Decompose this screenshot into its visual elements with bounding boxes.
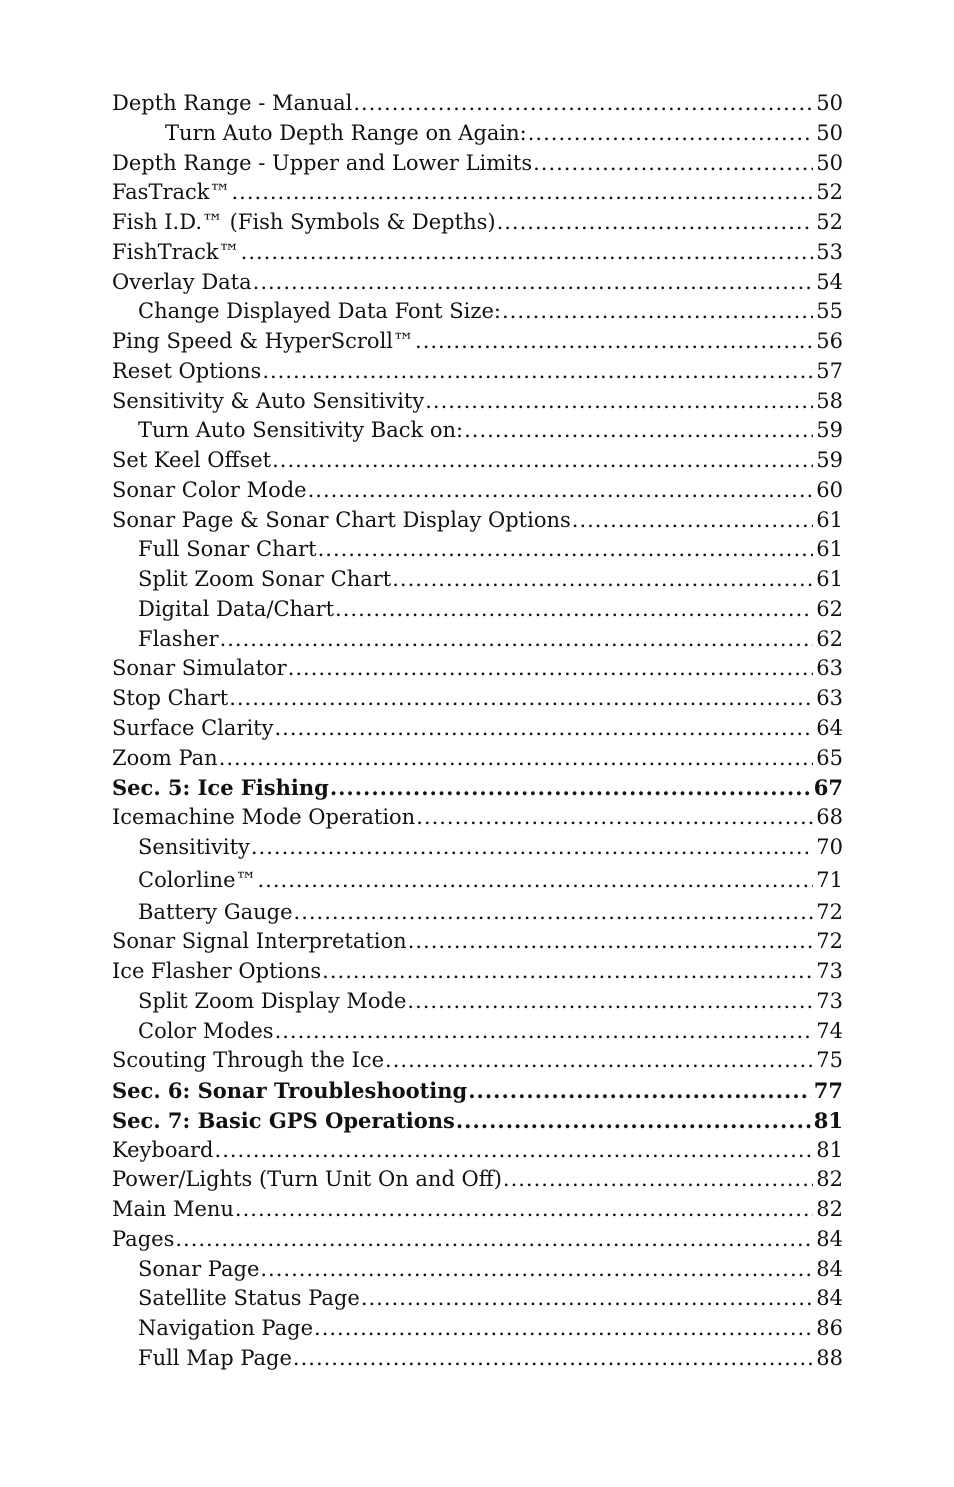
toc-entry[interactable] bbox=[112, 89, 843, 119]
dot-leader bbox=[232, 178, 814, 208]
toc-entry-title: Sensitivity & Auto Sensitivity bbox=[112, 388, 425, 413]
dot-leader bbox=[456, 1106, 811, 1136]
toc-entry[interactable] bbox=[112, 654, 843, 684]
toc-section-heading[interactable] bbox=[112, 773, 843, 803]
dot-leader bbox=[407, 987, 813, 1017]
toc-page-number: 50 bbox=[816, 150, 843, 175]
toc-entry-title: FishTrack™ bbox=[112, 239, 240, 264]
dot-leader bbox=[215, 1136, 814, 1166]
dot-leader bbox=[294, 898, 814, 928]
dot-leader bbox=[318, 535, 814, 565]
toc-entry-title: Scouting Through the Ice bbox=[112, 1048, 385, 1073]
toc-entry-title: Surface Clarity bbox=[112, 715, 274, 740]
toc-entry-title: Sec. 6: Sonar Troubleshooting bbox=[112, 1078, 468, 1103]
dot-leader bbox=[253, 268, 814, 298]
toc-page-number: 61 bbox=[816, 567, 843, 591]
dot-leader bbox=[260, 1255, 813, 1285]
toc-page-number: 52 bbox=[816, 180, 843, 205]
dot-leader bbox=[219, 744, 814, 774]
toc-entry[interactable] bbox=[112, 1255, 843, 1285]
toc-page-number: 75 bbox=[816, 1048, 843, 1073]
dot-leader bbox=[241, 238, 814, 268]
toc-entry-title: Battery Gauge bbox=[138, 899, 293, 924]
toc-entry-title: Digital Data/Chart bbox=[138, 596, 335, 621]
toc-page-number: 50 bbox=[816, 120, 843, 145]
toc-entry[interactable] bbox=[112, 898, 843, 928]
dot-leader bbox=[385, 1046, 813, 1076]
dot-leader bbox=[322, 957, 813, 987]
toc-page-number: 64 bbox=[816, 715, 843, 740]
toc-entry[interactable] bbox=[112, 268, 843, 298]
toc-page-number: 61 bbox=[816, 537, 843, 562]
toc-entry[interactable] bbox=[112, 535, 843, 565]
toc-page-number: 81 bbox=[813, 1107, 843, 1133]
toc-entry-title: Stop Chart bbox=[112, 686, 229, 710]
toc-entry[interactable] bbox=[112, 1314, 843, 1344]
toc-entry[interactable] bbox=[112, 863, 843, 898]
toc-entry-title: Overlay Data bbox=[112, 269, 252, 294]
toc-entry[interactable] bbox=[112, 178, 843, 208]
toc-entry[interactable] bbox=[112, 803, 843, 833]
toc-page-number: 71 bbox=[816, 867, 843, 892]
toc-entry[interactable] bbox=[112, 1284, 843, 1314]
toc-entry[interactable] bbox=[112, 1017, 843, 1047]
dot-leader bbox=[533, 149, 813, 179]
dot-leader bbox=[258, 863, 814, 898]
toc-page-number: 63 bbox=[816, 686, 843, 710]
dot-leader bbox=[235, 1195, 813, 1225]
dot-leader bbox=[408, 927, 814, 957]
dot-leader bbox=[251, 833, 813, 863]
dot-leader bbox=[415, 327, 813, 357]
toc-page-number: 82 bbox=[816, 1167, 843, 1192]
dot-leader bbox=[502, 297, 813, 327]
toc-entry[interactable] bbox=[112, 987, 843, 1017]
toc-entry[interactable] bbox=[112, 387, 843, 417]
dot-leader bbox=[308, 476, 814, 506]
toc-section-heading[interactable] bbox=[112, 1076, 843, 1106]
toc-page-number: 63 bbox=[816, 656, 843, 681]
dot-leader bbox=[293, 1344, 813, 1374]
toc-entry-title: Turn Auto Depth Range on Again: bbox=[165, 120, 527, 145]
dot-leader bbox=[572, 506, 813, 536]
toc-entry[interactable] bbox=[112, 1225, 843, 1255]
toc-entry[interactable] bbox=[112, 1195, 843, 1225]
toc-page-number: 67 bbox=[813, 775, 843, 801]
toc-entry[interactable] bbox=[112, 744, 843, 774]
toc-entry-title: Depth Range - Upper and Lower Limits bbox=[112, 150, 533, 175]
toc-page-number: 60 bbox=[816, 477, 843, 502]
toc-entry-title: Sonar Signal Interpretation bbox=[112, 929, 407, 954]
toc-page-number: 61 bbox=[816, 507, 843, 532]
toc-entry-title: Keyboard bbox=[112, 1137, 214, 1162]
toc-page-number: 84 bbox=[816, 1256, 843, 1281]
toc-entry[interactable] bbox=[112, 1136, 843, 1166]
toc-page-number: 73 bbox=[816, 959, 843, 983]
dot-leader bbox=[497, 208, 814, 238]
toc-entry-title: Sonar Page bbox=[138, 1256, 260, 1281]
toc-page-number: 62 bbox=[816, 596, 843, 621]
toc-page-number: 81 bbox=[816, 1137, 843, 1162]
toc-page-number: 88 bbox=[816, 1345, 843, 1370]
toc-page-number: 53 bbox=[816, 239, 843, 264]
toc-entry-title: Icemachine Mode Operation bbox=[112, 805, 416, 829]
dot-leader bbox=[425, 387, 813, 417]
dot-leader bbox=[392, 565, 813, 595]
toc-entry-title: Zoom Pan bbox=[112, 745, 218, 770]
toc-entry[interactable] bbox=[112, 1046, 843, 1076]
toc-entry-title: Set Keel Offset bbox=[112, 448, 272, 472]
toc-page-number: 52 bbox=[816, 210, 843, 234]
dot-leader bbox=[335, 595, 813, 625]
toc-section-heading[interactable] bbox=[112, 1106, 843, 1136]
toc-entry-title: Turn Auto Sensitivity Back on: bbox=[138, 418, 464, 443]
toc-page-number: 73 bbox=[816, 988, 843, 1013]
toc-page-number: 77 bbox=[813, 1078, 843, 1103]
toc-entry[interactable] bbox=[112, 208, 843, 238]
toc-entry-title: Full Sonar Chart bbox=[138, 537, 317, 562]
toc-entry-title: Pages bbox=[112, 1226, 175, 1251]
toc-page-number: 82 bbox=[816, 1197, 843, 1221]
toc-entry-title: Depth Range - Manual bbox=[112, 91, 353, 115]
toc-entry-title: Color Modes bbox=[138, 1018, 274, 1043]
toc-entry-title: Power/Lights (Turn Unit On and Off) bbox=[112, 1167, 502, 1192]
toc-page-number: 55 bbox=[816, 299, 843, 324]
toc-page-number: 58 bbox=[816, 388, 843, 413]
toc-entry[interactable] bbox=[112, 625, 843, 655]
toc-page-number: 84 bbox=[816, 1286, 843, 1311]
dot-leader bbox=[416, 803, 813, 833]
dot-leader bbox=[330, 773, 811, 803]
toc-entry[interactable] bbox=[112, 1344, 843, 1374]
toc-entry[interactable] bbox=[112, 238, 843, 268]
toc-entry[interactable] bbox=[112, 327, 843, 357]
dot-leader bbox=[272, 446, 813, 476]
dot-leader bbox=[220, 625, 814, 655]
dot-leader bbox=[275, 1017, 814, 1047]
toc-entry[interactable] bbox=[112, 476, 843, 506]
toc-entry[interactable] bbox=[112, 833, 843, 863]
toc-page-number: 54 bbox=[816, 269, 843, 294]
toc-entry-title: Split Zoom Sonar Chart bbox=[138, 567, 392, 591]
toc-page-number: 74 bbox=[816, 1018, 843, 1043]
dot-leader bbox=[314, 1314, 813, 1344]
toc-page-number: 72 bbox=[816, 899, 843, 924]
toc-entry-title: Fish I.D.™ (Fish Symbols & Depths) bbox=[112, 210, 496, 234]
toc-page-number: 72 bbox=[816, 929, 843, 954]
dot-leader bbox=[353, 89, 813, 119]
toc-entry[interactable] bbox=[112, 357, 843, 387]
toc-entry[interactable] bbox=[112, 149, 843, 179]
dot-leader bbox=[229, 684, 813, 714]
toc-entry[interactable] bbox=[112, 927, 843, 957]
toc-entry[interactable] bbox=[112, 684, 843, 714]
dot-leader bbox=[361, 1284, 813, 1314]
toc-entry-title: FasTrack™ bbox=[112, 180, 231, 205]
toc-page-number: 59 bbox=[816, 418, 843, 443]
toc-page-number: 68 bbox=[816, 805, 843, 829]
toc-entry[interactable] bbox=[112, 957, 843, 987]
toc-entry-title: Sonar Page & Sonar Chart Display Options bbox=[112, 507, 571, 532]
toc-entry[interactable] bbox=[112, 119, 843, 149]
toc-entry-title: Sonar Color Mode bbox=[112, 477, 307, 502]
toc-entry-title: Satellite Status Page bbox=[138, 1286, 360, 1311]
toc-entry-title: Flasher bbox=[138, 626, 219, 651]
toc-entry[interactable] bbox=[112, 714, 843, 744]
toc-entry-title: Main Menu bbox=[112, 1197, 234, 1221]
toc-entry-title: Ice Flasher Options bbox=[112, 959, 322, 983]
toc-entry-title: Full Map Page bbox=[138, 1345, 292, 1370]
dot-leader bbox=[262, 357, 813, 387]
toc-entry-title: Colorline™ bbox=[138, 867, 257, 892]
dot-leader bbox=[288, 654, 814, 684]
toc-page-number: 86 bbox=[816, 1316, 843, 1340]
dot-leader bbox=[274, 714, 813, 744]
toc-entry-title: Ping Speed & HyperScroll™ bbox=[112, 329, 415, 353]
toc-page-number: 62 bbox=[816, 626, 843, 651]
toc-entry-title: Reset Options bbox=[112, 358, 262, 383]
toc-entry-title: Sensitivity bbox=[138, 834, 250, 859]
table-of-contents bbox=[112, 89, 843, 1374]
toc-entry-title: Split Zoom Display Mode bbox=[138, 988, 407, 1013]
toc-entry-title: Sec. 5: Ice Fishing bbox=[112, 775, 329, 801]
toc-page-number: 59 bbox=[816, 448, 843, 472]
toc-page-number: 65 bbox=[816, 745, 843, 770]
toc-entry[interactable] bbox=[112, 595, 843, 625]
toc-page-number: 50 bbox=[816, 91, 843, 115]
toc-entry-title: Sec. 7: Basic GPS Operations bbox=[112, 1107, 455, 1133]
dot-leader bbox=[503, 1165, 813, 1195]
toc-entry[interactable] bbox=[112, 506, 843, 536]
toc-page-number: 57 bbox=[816, 358, 843, 383]
dot-leader bbox=[528, 119, 814, 149]
toc-page-number: 70 bbox=[816, 834, 843, 859]
toc-entry-title: Change Displayed Data Font Size: bbox=[138, 299, 501, 324]
toc-entry[interactable] bbox=[112, 1165, 843, 1195]
toc-entry[interactable] bbox=[112, 297, 843, 327]
toc-page-number: 56 bbox=[816, 329, 843, 353]
toc-entry-title: Navigation Page bbox=[138, 1316, 314, 1340]
toc-entry[interactable] bbox=[112, 565, 843, 595]
toc-entry[interactable] bbox=[112, 446, 843, 476]
toc-page-number: 84 bbox=[816, 1226, 843, 1251]
toc-entry-title: Sonar Simulator bbox=[112, 656, 287, 681]
dot-leader bbox=[175, 1225, 813, 1255]
toc-entry[interactable] bbox=[112, 416, 843, 446]
dot-leader bbox=[464, 416, 813, 446]
dot-leader bbox=[468, 1076, 811, 1106]
